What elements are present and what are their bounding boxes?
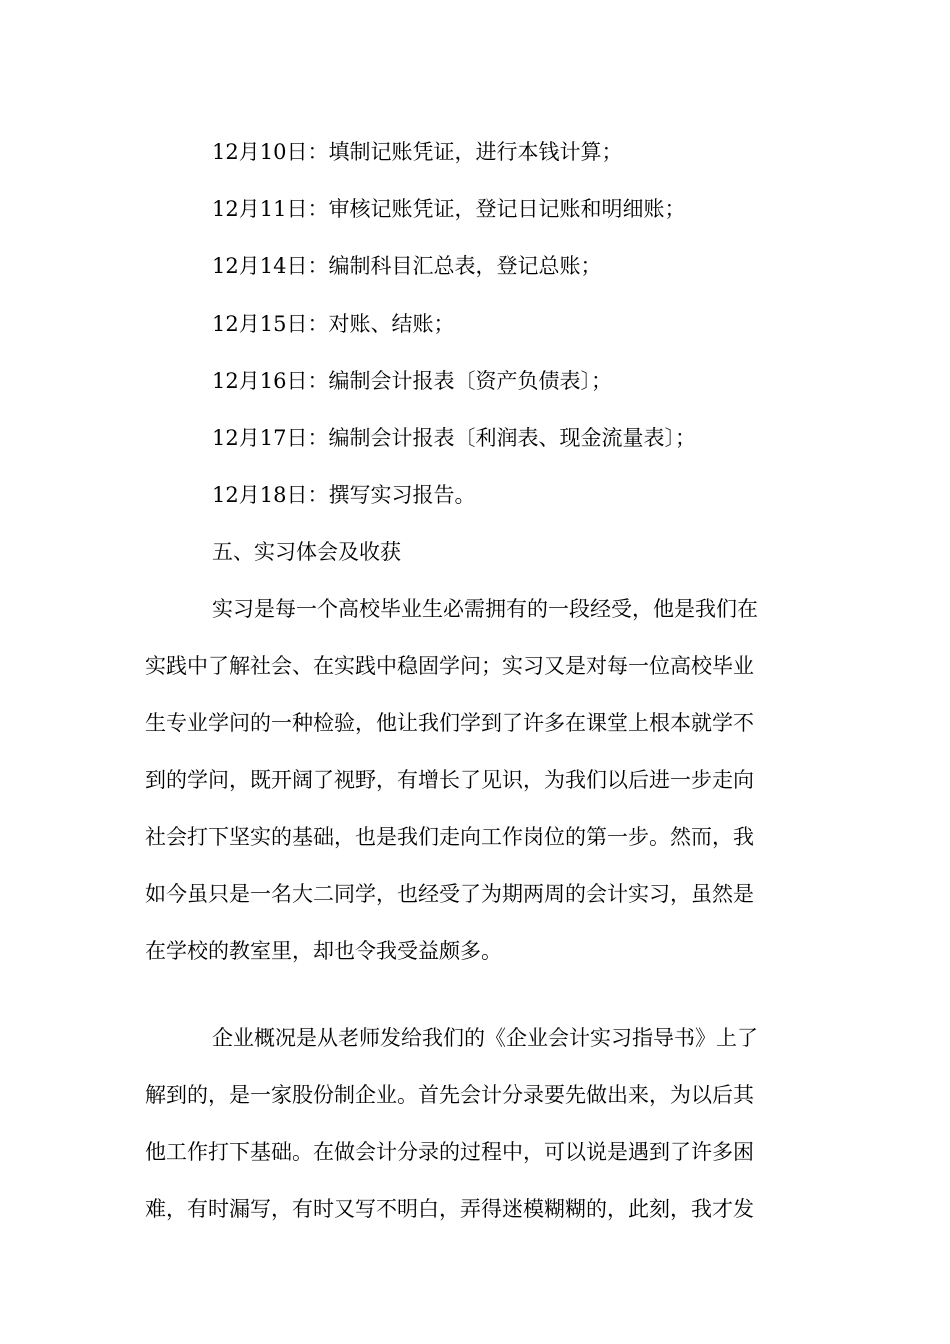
paragraph-line: 解到的，是一家股份制企业。首先会计分录要先做出来，为以后其 xyxy=(145,1083,754,1107)
paragraph-line: 他工作打下基础。在做会计分录的过程中，可以说是遇到了许多困 xyxy=(145,1140,754,1164)
schedule-item-dec-11: 12月11日：审核记账凭证，登记日记账和明细账； xyxy=(212,197,686,221)
paragraph-line: 实践中了解社会、在实践中稳固学问；实习又是对每一位高校毕业 xyxy=(145,654,754,678)
paragraph-line: 社会打下坚实的基础，也是我们走向工作岗位的第一步。然而，我 xyxy=(145,825,754,849)
schedule-item-dec-10: 12月10日：填制记账凭证，进行本钱计算； xyxy=(212,140,623,164)
schedule-item-dec-15: 12月15日：对账、结账； xyxy=(212,312,455,336)
paragraph-line: 实习是每一个高校毕业生必需拥有的一段经受，他是我们在 xyxy=(212,597,758,621)
paragraph-line: 到的学问，既开阔了视野，有增长了见识，为我们以后进一步走向 xyxy=(145,768,754,792)
paragraph-line: 生专业学问的一种检验，他让我们学到了许多在课堂上根本就学不 xyxy=(145,711,754,735)
schedule-item-dec-18: 12月18日：撰写实习报告。 xyxy=(212,483,476,507)
paragraph-line: 难，有时漏写，有时又写不明白，弄得迷模糊糊的，此刻，我才发 xyxy=(145,1197,754,1221)
schedule-item-dec-16: 12月16日：编制会计报表〔资产负债表〕； xyxy=(212,369,612,393)
section-heading: 五、实习体会及收获 xyxy=(212,540,401,564)
paragraph-line: 在学校的教室里，却也令我受益颇多。 xyxy=(145,939,502,963)
paragraph-line: 企业概况是从老师发给我们的《企业会计实习指导书》上了 xyxy=(212,1026,758,1050)
schedule-item-dec-14: 12月14日：编制科目汇总表，登记总账； xyxy=(212,254,602,278)
schedule-item-dec-17: 12月17日：编制会计报表〔利润表、现金流量表〕； xyxy=(212,426,696,450)
paragraph-line: 如今虽只是一名大二同学，也经受了为期两周的会计实习，虽然是 xyxy=(145,882,754,906)
